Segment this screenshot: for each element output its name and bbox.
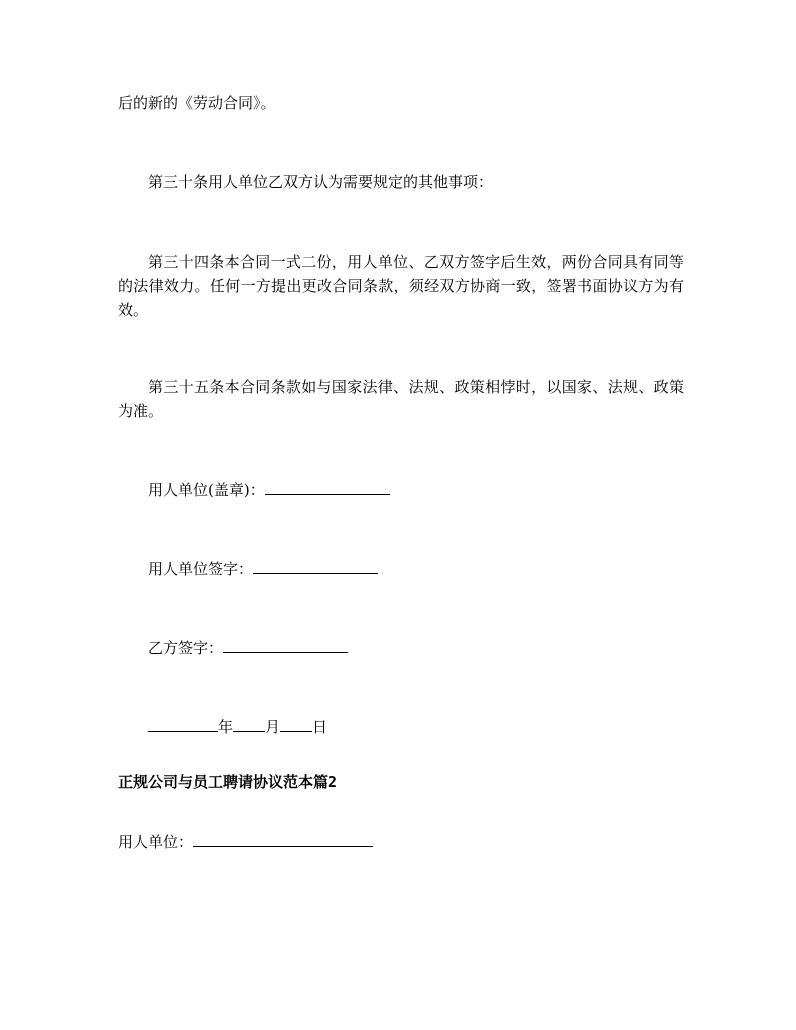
employer-signature-blank[interactable] (253, 558, 378, 574)
section-2-heading (118, 770, 684, 794)
day-blank[interactable] (280, 716, 312, 732)
employer-signature-line (148, 557, 714, 581)
month-label: 月 (265, 718, 281, 736)
year-label: 年 (218, 718, 234, 736)
year-blank[interactable] (148, 716, 218, 732)
paragraph-continuation: 后的新的《劳动合同》。 (118, 94, 276, 112)
party-b-signature-blank[interactable] (223, 637, 348, 653)
employer-signature-label: 用人单位签字： (148, 560, 254, 578)
section-2-employer-label: 用人单位： (118, 833, 194, 851)
month-blank[interactable] (233, 716, 265, 732)
date-line (148, 715, 714, 739)
employer-seal-label: 用人单位(盖章)： (148, 481, 265, 499)
employer-seal-line (148, 478, 714, 502)
article-35-paragraph: 第三十五条本合同条款如与国家法律、法规、政策相悖时，以国家、法规、政策为准。 (118, 378, 684, 420)
day-label: 日 (312, 718, 328, 736)
section-2-employer-blank[interactable] (193, 831, 373, 847)
section-2-heading-text: 正规公司与员工聘请协议范本篇 (118, 773, 329, 791)
section-2-heading-number: 2 (328, 773, 338, 791)
party-b-signature-line (148, 636, 714, 660)
article-34-paragraph: 第三十四条本合同一式二份，用人单位、乙双方签字后生效，两份合同具有同等的法律效力。任何一方提出更改合同条款，须经双方协商一致，签署书面协议方为有效。 (118, 253, 684, 319)
employer-seal-blank[interactable] (265, 479, 390, 495)
party-b-signature-label: 乙方签字： (148, 639, 224, 657)
article-30-paragraph: 第三十条用人单位乙双方认为需要规定的其他事项： (148, 173, 494, 191)
section-2-employer-line (118, 830, 684, 854)
